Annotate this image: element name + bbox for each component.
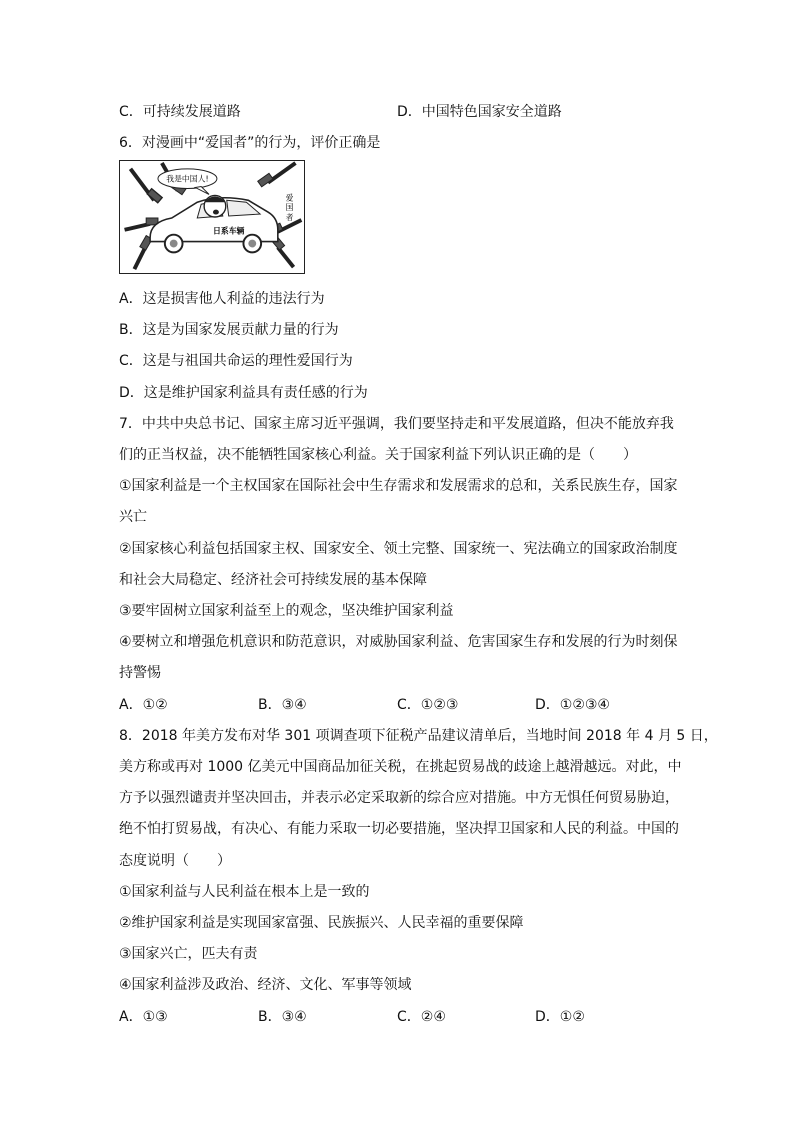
speech-bubble-text: 我是中国人!	[166, 174, 209, 184]
q6-option-d: D．这是维护国家利益具有责任感的行为	[119, 385, 368, 401]
q7-statement-1-line-1: ①国家利益是一个主权国家在国际社会中生存需求和发展需求的总和，关系民族生存，国家	[119, 478, 678, 494]
q7-statement-3: ③要牢固树立国家利益至上的观念，坚决维护国家利益	[119, 603, 454, 619]
q6-option-b: B．这是为国家发展贡献力量的行为	[119, 322, 339, 338]
q8-statement-3: ③国家兴亡，匹夫有责	[119, 946, 258, 962]
q7-statement-4-line-2: 持警惕	[119, 665, 161, 681]
q8-statement-4: ④国家利益涉及政治、经济、文化、军事等领域	[119, 977, 412, 993]
side-label-1: 爱	[285, 193, 294, 203]
side-label-3: 者	[285, 212, 294, 222]
q8-stem-line-5: 态度说明（ ）	[119, 853, 231, 869]
q5-option-d: D．中国特色国家安全道路	[397, 104, 562, 120]
q6-stem: 6．对漫画中“爱国者”的行为，评价正确是	[119, 135, 381, 151]
q7-option-c: C．①②③	[397, 697, 459, 713]
q7-statement-2-line-1: ②国家核心利益包括国家主权、国家安全、领土完整、国家统一、宪法确立的国家政治制度	[119, 541, 678, 557]
q7-option-a: A．①②	[119, 697, 168, 713]
q7-statement-2-line-2: 和社会大局稳定、经济社会可持续发展的基本保障	[119, 572, 427, 588]
q7-stem-line-2: 们的正当权益，决不能牺牲国家核心利益。关于国家利益下列认识正确的是（ ）	[119, 447, 637, 463]
q8-stem-line-2: 美方称或再对 1000 亿美元中国商品加征关税，在挑起贸易战的歧途上越滑越远。对此，中	[119, 759, 682, 775]
q7-statement-4-line-1: ④要树立和增强危机意识和防范意识，对威胁国家利益、危害国家生存和发展的行为时刻保	[119, 634, 678, 650]
q7-option-b: B．③④	[258, 697, 307, 713]
q8-statement-1: ①国家利益与人民利益在根本上是一致的	[119, 884, 370, 900]
q8-statement-2: ②维护国家利益是实现国家富强、民族振兴、人民幸福的重要保障	[119, 915, 524, 931]
q7-stem-line-1: 7．中共中央总书记、国家主席习近平强调，我们要坚持走和平发展道路，但决不能放弃我	[119, 416, 674, 432]
q5-option-c: C．可持续发展道路	[119, 104, 241, 120]
q8-stem-line-3: 方予以强烈谴责并坚决回击，并表示必定采取新的综合应对措施。中方无惧任何贸易胁迫，	[119, 790, 679, 806]
q8-option-c: C．②④	[397, 1009, 446, 1025]
q6-option-a: A．这是损害他人利益的违法行为	[119, 291, 325, 307]
q8-stem-line-4: 绝不怕打贸易战，有决心、有能力采取一切必要措施，坚决捍卫国家和人民的利益。中国的	[119, 821, 679, 837]
q8-option-d: D．①②	[535, 1009, 585, 1025]
q8-option-a: A．①③	[119, 1009, 168, 1025]
side-label-2: 国	[285, 203, 294, 213]
q8-stem-line-1: 8．2018 年美方发布对华 301 项调查项下征税产品建议清单后，当地时间 2018 年 4 月 5 日，	[119, 728, 718, 744]
car-label: 日系车辆	[213, 226, 245, 236]
q6-option-c: C．这是与祖国共命运的理性爱国行为	[119, 353, 353, 369]
hammer-icon	[258, 163, 296, 187]
hammer-icon	[130, 169, 162, 203]
q7-statement-1-line-2: 兴亡	[119, 509, 147, 525]
q7-option-d: D．①②③④	[535, 697, 610, 713]
q8-option-b: B．③④	[258, 1009, 307, 1025]
q6-cartoon	[119, 160, 305, 274]
